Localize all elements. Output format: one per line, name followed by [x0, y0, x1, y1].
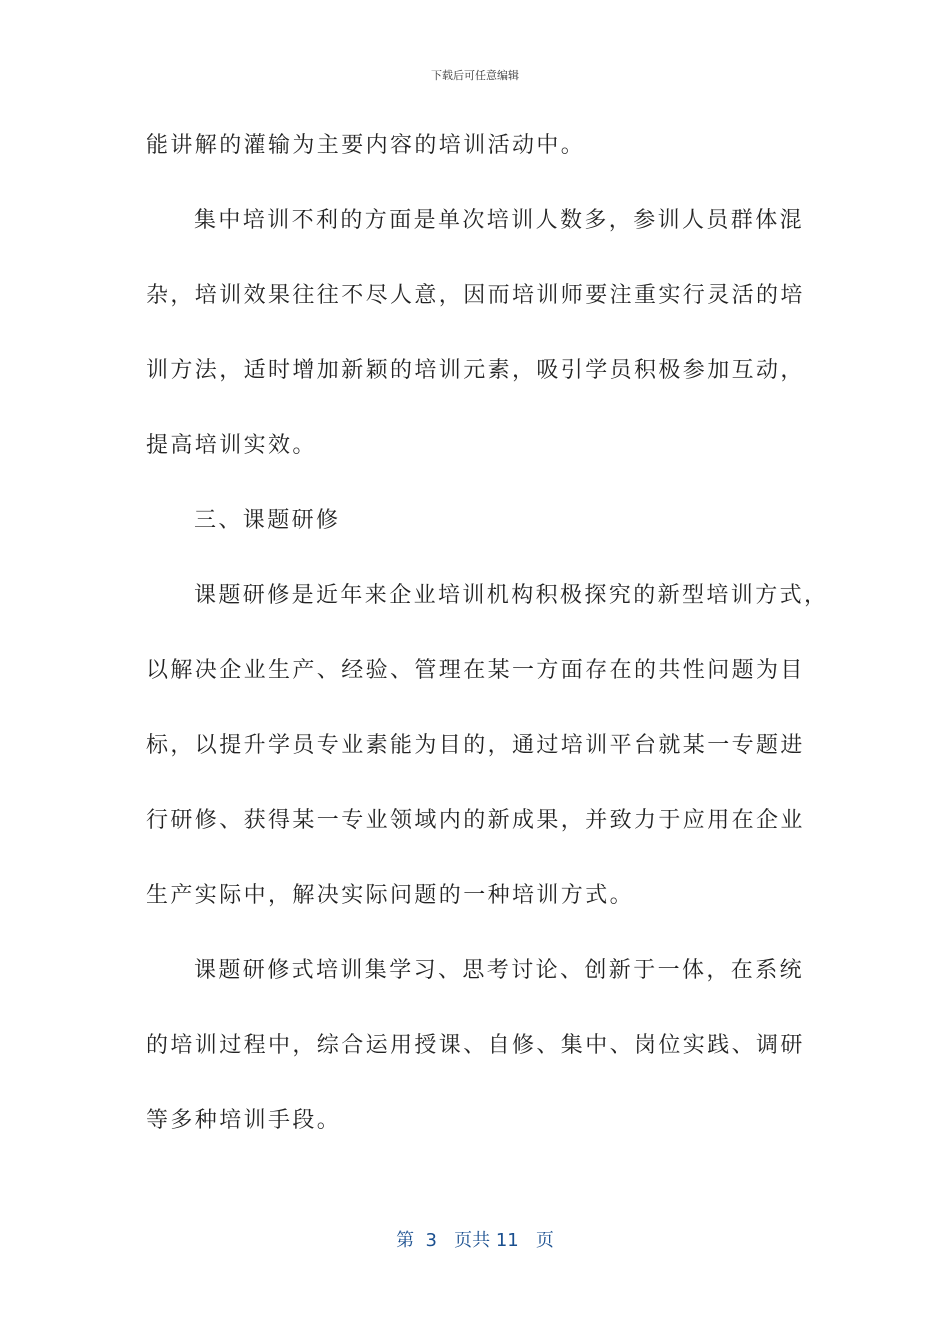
document-body	[146, 118, 829, 1168]
text-line: 的培训过程中，综合运用授课、自修、集中、岗位实践、调研	[146, 1033, 805, 1058]
text-line: 杂，培训效果往往不尽人意，因而培训师要注重实行灵活的培	[146, 283, 805, 308]
text-line: 标，以提升学员专业素能为目的，通过培训平台就某一专题进	[146, 733, 805, 758]
text-line: 以解决企业生产、经验、管理在某一方面存在的共性问题为目	[146, 658, 805, 683]
text-line: 等多种培训手段。	[146, 1108, 342, 1133]
text-line: 能讲解的灌输为主要内容的培训活动中。	[146, 133, 586, 158]
page-number-footer: 第 3 页共 11 页	[396, 1230, 554, 1251]
text-line: 提高培训实效。	[146, 433, 317, 458]
paragraph-start-line: 课题研修是近年来企业培训机构积极探究的新型培训方式，	[194, 583, 829, 608]
paragraph-start-line: 集中培训不利的方面是单次培训人数多，参训人员群体混	[194, 208, 805, 233]
paragraph-start-line: 课题研修式培训集学习、思考讨论、创新于一体，在系统	[194, 958, 805, 983]
text-line: 生产实际中，解决实际问题的一种培训方式。	[146, 883, 635, 908]
text-line: 训方法，适时增加新颖的培训元素，吸引学员积极参加互动，	[146, 358, 805, 383]
page-header-note: 下载后可任意编辑	[431, 69, 519, 82]
section-heading: 三、课题研修	[194, 508, 341, 533]
text-line: 行研修、获得某一专业领域内的新成果，并致力于应用在企业	[146, 808, 805, 833]
